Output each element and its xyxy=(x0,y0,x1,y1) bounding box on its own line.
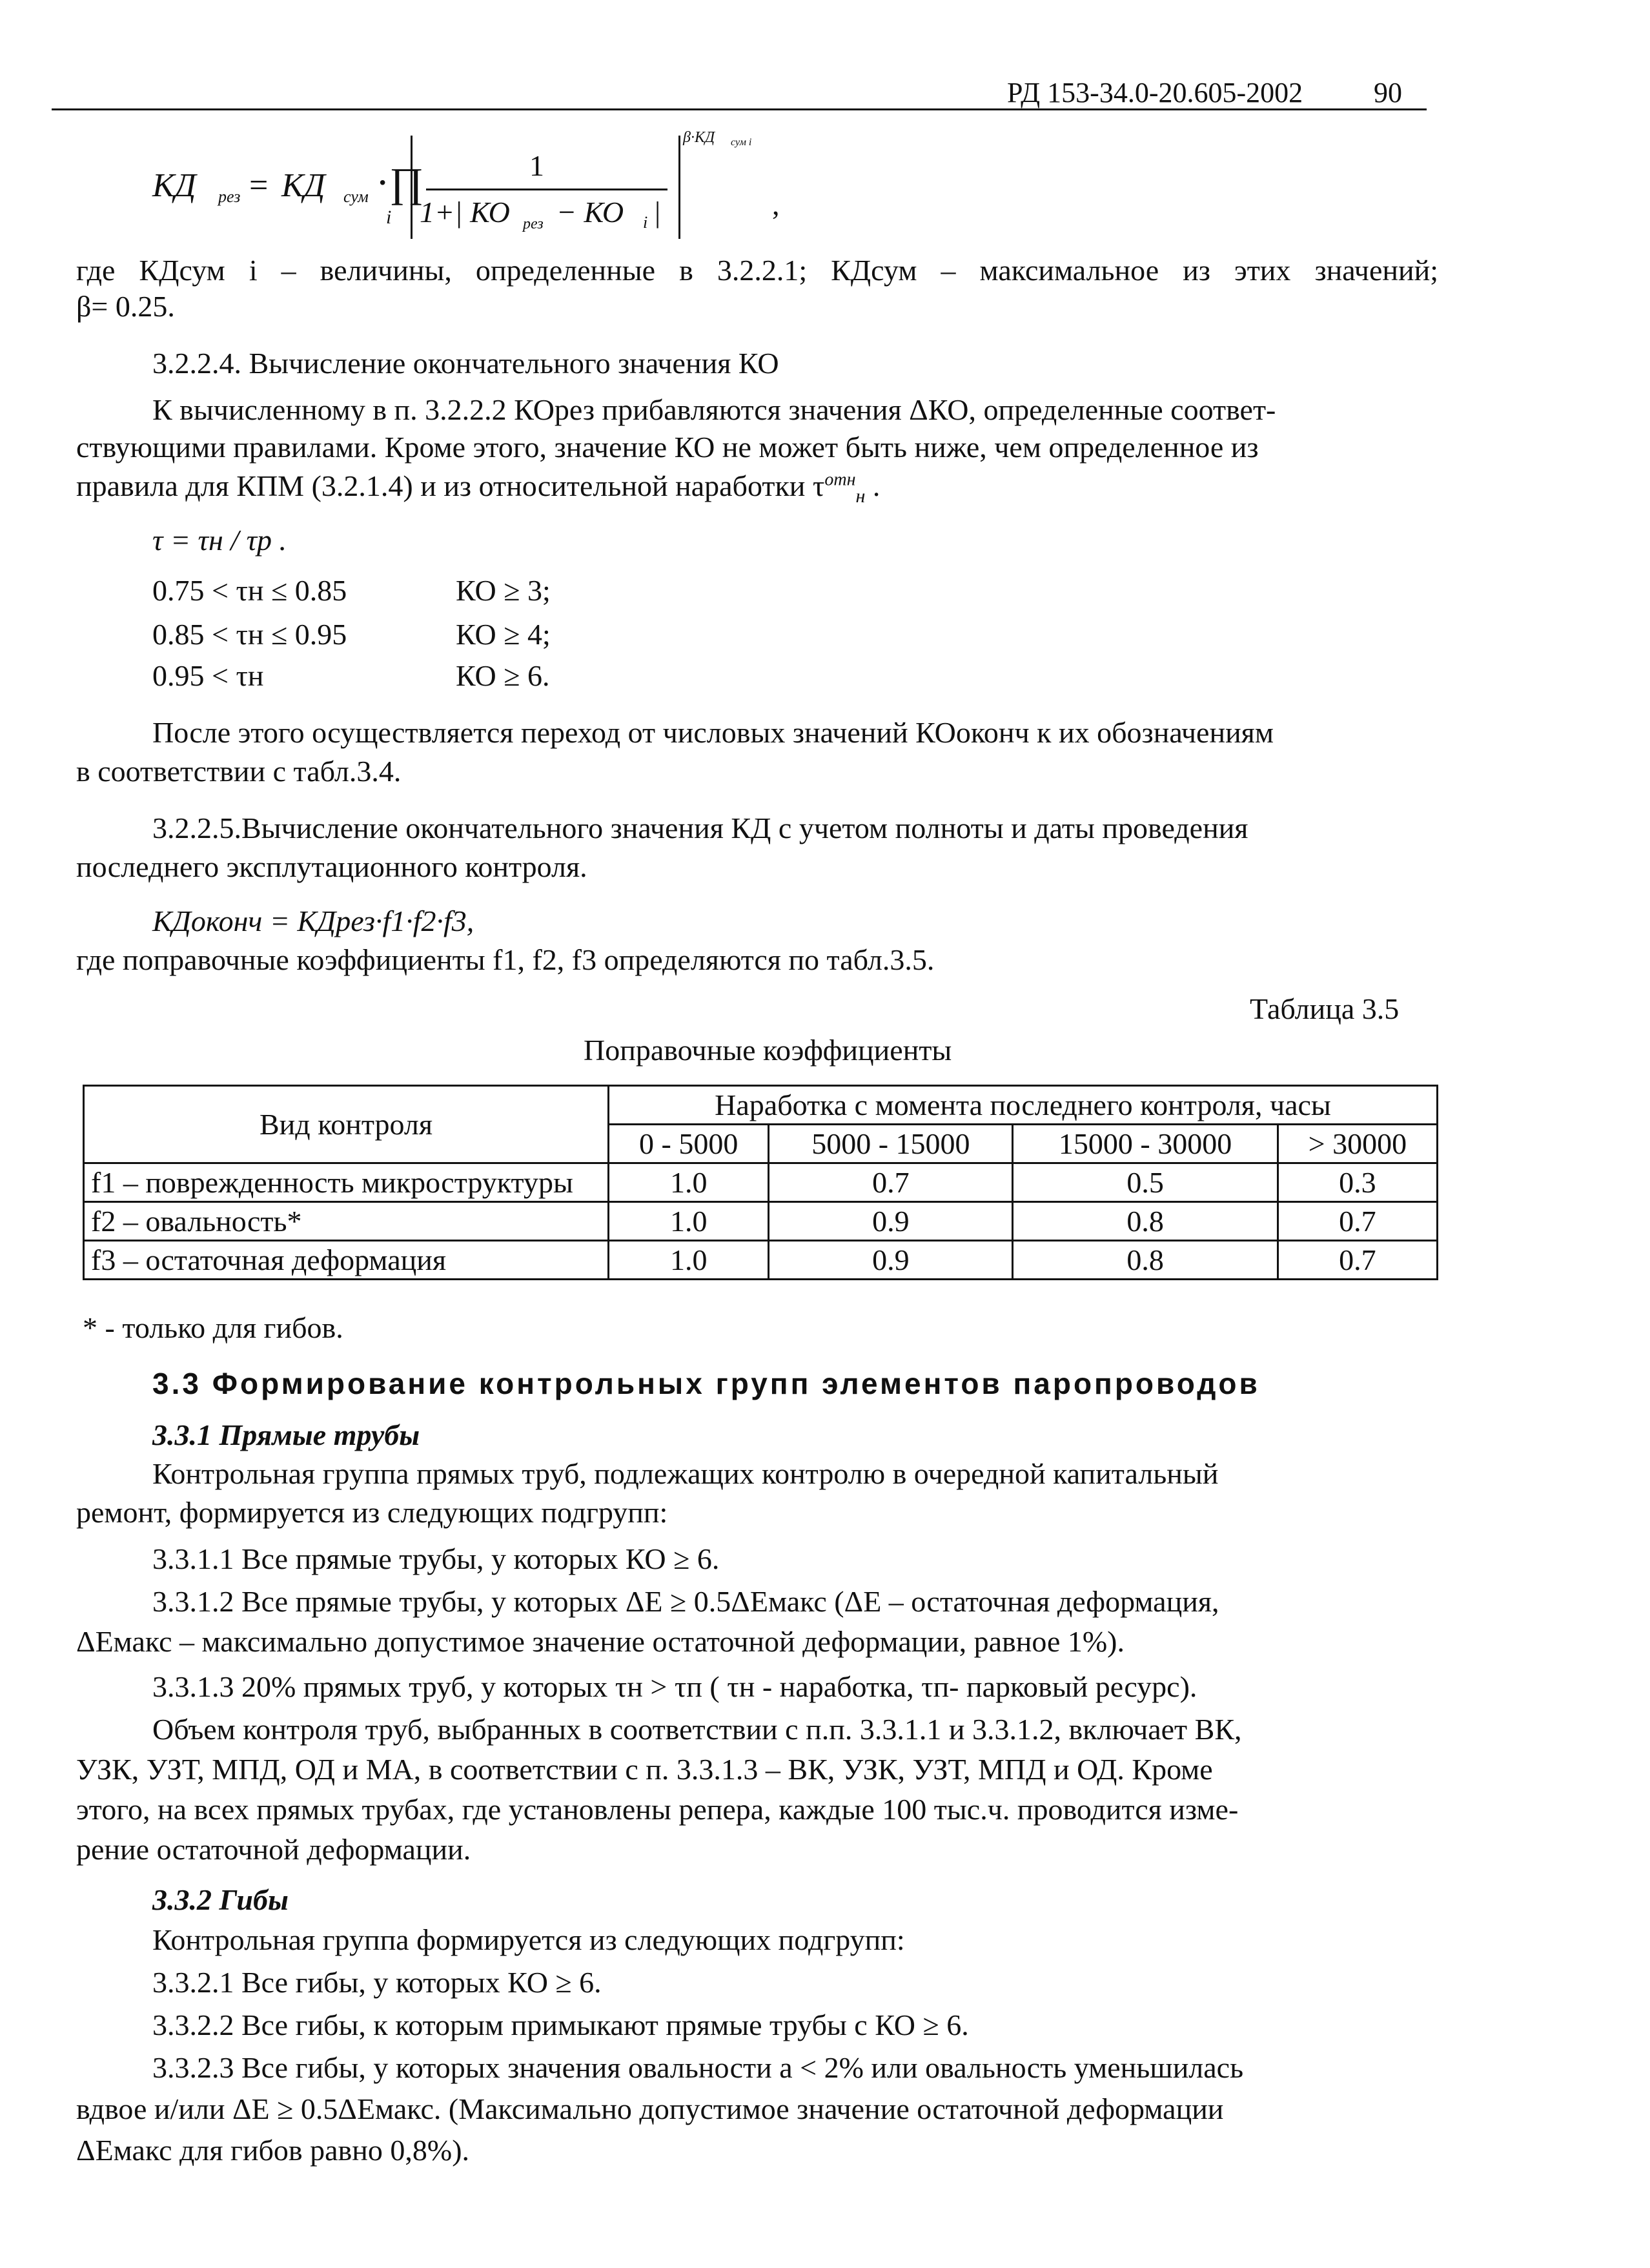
formula-exponent: β·КД xyxy=(683,129,715,146)
row-name: f1 – поврежденность микроструктуры xyxy=(84,1163,609,1202)
cell-value: 0.5 xyxy=(1013,1163,1278,1202)
cell-value: 0.8 xyxy=(1013,1241,1278,1280)
s3225-line-2: последнего эксплутационного контроля. xyxy=(76,850,587,883)
s3224-line-1: К вычисленному в п. 3.2.2.2 КОрез прибавляются значения ΔКО, определенные соответ- xyxy=(152,393,1276,426)
item-3-3-1-3: 3.3.1.3 20% прямых труб, у которых τн > τп ( τн - наработка, τп- парковый ресурс). xyxy=(152,1670,1197,1703)
rule-2-val: КО ≥ 4; xyxy=(456,618,551,651)
formula-lhs: КД xyxy=(152,167,196,204)
cell-value: 0.7 xyxy=(1278,1241,1437,1280)
item-3-3-2-2: 3.3.2.2 Все гибы, к которым примыкают прямые трубы с КО ≥ 6. xyxy=(152,2008,969,2041)
formula-kd-sub: сум xyxy=(343,187,369,206)
table-caption: Поправочные коэффициенты xyxy=(584,1034,952,1067)
correction-table xyxy=(83,1085,1438,1280)
section-3-2-2-4-title: 3.2.2.4. Вычисление окончательного значения КО xyxy=(152,347,779,380)
s331-intro-2: ремонт, формируется из следующих подгрупп: xyxy=(76,1496,668,1529)
cell-value: 1.0 xyxy=(609,1241,769,1280)
row-name: f2 – овальность* xyxy=(84,1202,609,1241)
tau-sup-otn: отн xyxy=(824,469,856,490)
formula-numerator: 1 xyxy=(529,149,544,182)
formula-prod-index: i xyxy=(386,207,392,228)
row-name: f3 – остаточная деформация xyxy=(84,1241,609,1280)
section-3-3-title: 3.3 Формирование контрольных групп элементов паропроводов xyxy=(152,1367,1260,1400)
volume-line-3: этого, на всех прямых трубах, где установлены репера, каждые 100 тыс.ч. проводится изме- xyxy=(76,1793,1239,1826)
item-3-3-1-2-line-2: ΔЕмакс – максимально допустимое значение остаточной деформации, равное 1%). xyxy=(76,1625,1125,1658)
table-row xyxy=(84,1202,1438,1241)
item-3-3-1-2-line-1: 3.3.1.2 Все прямые трубы, у которых ΔЕ ≥ 0.5ΔЕмакс (ΔЕ – остаточная деформация, xyxy=(152,1585,1219,1618)
s3224-line-3-text: правила для КПМ (3.2.1.4) и из относительной наработки τ xyxy=(76,469,825,502)
cell-value: 0.9 xyxy=(769,1241,1013,1280)
s332-intro: Контрольная группа формируется из следующих подгрупп: xyxy=(152,1923,905,1956)
section-3-3-1-title: 3.3.1 Прямые трубы xyxy=(152,1418,420,1451)
table-footnote: * - только для гибов. xyxy=(83,1311,343,1344)
rule-3-cond: 0.95 < τн xyxy=(152,659,264,692)
s3224-after-2: в соответствии с табл.3.4. xyxy=(76,755,402,788)
formula-kd-final: КДоконч = КДрез·f1·f2·f3, xyxy=(152,904,474,937)
tau-def-rest: = τн / τр . xyxy=(163,524,287,557)
cell-value: 1.0 xyxy=(609,1163,769,1202)
s331-intro-1: Контрольная группа прямых труб, подлежащих контролю в очередной капитальный xyxy=(152,1457,1219,1490)
s3224-line-3-end: . xyxy=(865,469,881,502)
formula-prod: ·∏ xyxy=(376,159,423,205)
formula-comma: , xyxy=(772,188,780,221)
formula-den-sub: рез xyxy=(523,216,544,232)
para-beta-value: β= 0.25. xyxy=(76,290,175,323)
range-cell: 5000 - 15000 xyxy=(769,1125,1013,1163)
table-header-row xyxy=(84,1086,1438,1125)
formula-exponent-sub: сум i xyxy=(731,137,752,148)
fraction-line xyxy=(426,189,667,190)
table-row xyxy=(84,1241,1438,1280)
group-header: Наработка с момента последнего контроля, часы xyxy=(609,1086,1438,1125)
formula-eq: = xyxy=(249,167,269,204)
s3225-line-3: где поправочные коэффициенты f1, f2, f3 определяются по табл.3.5. xyxy=(76,943,935,976)
cell-value: 1.0 xyxy=(609,1202,769,1241)
page-number: 90 xyxy=(1374,77,1402,108)
cell-value: 0.3 xyxy=(1278,1163,1437,1202)
volume-line-4: рение остаточной деформации. xyxy=(76,1833,471,1866)
range-cell: 15000 - 30000 xyxy=(1013,1125,1278,1163)
header-rule xyxy=(52,108,1427,110)
formula-den-tail: − КО xyxy=(556,196,624,229)
volume-line-2: УЗК, УЗТ, МПД, ОД и МА, в соответствии с п. 3.3.1.3 – ВК, УЗК, УЗТ, МПД и ОД. Кроме xyxy=(76,1753,1213,1786)
cell-value: 0.7 xyxy=(1278,1202,1437,1241)
range-cell: > 30000 xyxy=(1278,1125,1437,1163)
col-header-kind: Вид контроля xyxy=(84,1086,609,1163)
cell-value: 0.8 xyxy=(1013,1202,1278,1241)
range-cell: 0 - 5000 xyxy=(609,1125,769,1163)
document-id: РД 153-34.0-20.605-2002 xyxy=(1007,77,1303,108)
rule-1-val: КО ≥ 3; xyxy=(456,574,551,607)
tau-def-symbol: τ xyxy=(152,524,163,557)
cell-value: 0.7 xyxy=(769,1163,1013,1202)
s3225-line-1: 3.2.2.5.Вычисление окончательного значения КД с учетом полноты и даты проведения xyxy=(152,812,1248,844)
para-kd-sum-definition: где КДсум i – величины, определенные в 3.2.2.1; КДсум – максимальное из этих значений; xyxy=(76,254,1438,287)
formula-den-end: | xyxy=(655,196,661,229)
rule-1-cond: 0.75 < τн ≤ 0.85 xyxy=(152,574,347,607)
s3224-line-3 xyxy=(76,469,880,507)
formula-den-tail-sub: i xyxy=(643,213,648,232)
item-3-3-2-3-line-2: вдвое и/или ΔЕ ≥ 0.5ΔЕмакс. (Максимально допустимое значение остаточной деформации xyxy=(76,2092,1224,2125)
rule-3-val: КО ≥ 6. xyxy=(456,659,550,692)
table-row xyxy=(84,1163,1438,1202)
formula-kd: КД xyxy=(281,167,325,204)
rule-2-cond: 0.85 < τн ≤ 0.95 xyxy=(152,618,347,651)
item-3-3-2-1: 3.3.2.1 Все гибы, у которых КО ≥ 6. xyxy=(152,1966,602,1999)
formula-lhs-sub: рез xyxy=(218,187,241,206)
cell-value: 0.9 xyxy=(769,1202,1013,1241)
tau-definition xyxy=(152,523,287,557)
section-3-3-2-title: 3.3.2 Гибы xyxy=(152,1883,289,1916)
volume-line-1: Объем контроля труб, выбранных в соответствии с п.п. 3.3.1.1 и 3.3.1.2, включает ВК, xyxy=(152,1713,1242,1746)
s3224-line-2: ствующими правилами. Кроме этого, значение КО не может быть ниже, чем определенное из xyxy=(76,431,1259,464)
s3224-after-1: После этого осуществляется переход от числовых значений КОоконч к их обозначениям xyxy=(152,716,1274,749)
item-3-3-2-3-line-1: 3.3.2.3 Все гибы, у которых значения овальности а < 2% или овальность уменьшилась xyxy=(152,2051,1244,2084)
formula-den: 1+| КО xyxy=(420,196,510,229)
table-label: Таблица 3.5 xyxy=(1250,992,1400,1025)
tau-sub-n: н xyxy=(855,485,866,507)
item-3-3-1-1: 3.3.1.1 Все прямые трубы, у которых КО ≥ 6. xyxy=(152,1542,720,1575)
item-3-3-2-3-line-3: ΔЕмакс для гибов равно 0,8%). xyxy=(76,2134,470,2167)
